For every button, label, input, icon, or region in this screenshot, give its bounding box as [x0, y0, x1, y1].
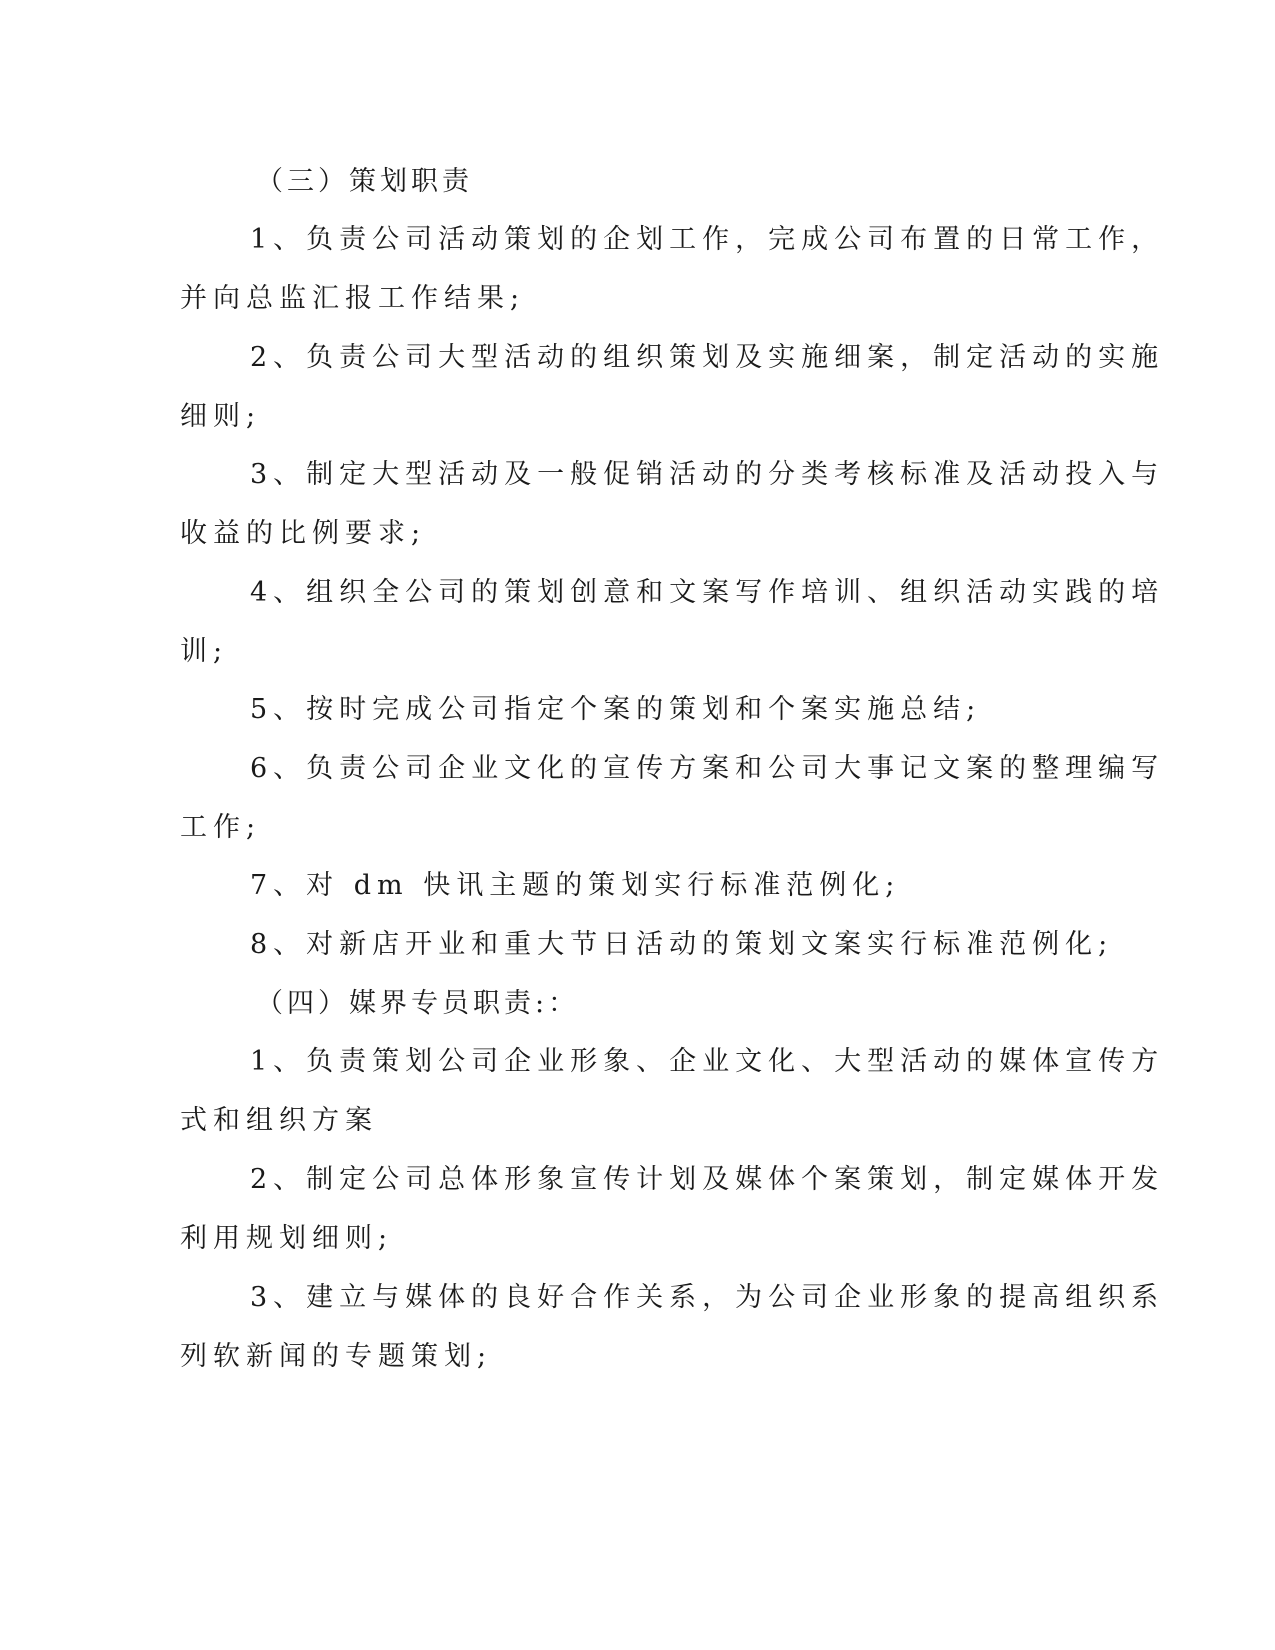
section-3-item-1-line-2: 并向总监汇报工作结果; — [180, 283, 526, 314]
section-3-item-6-line-1: 6、负责公司企业文化的宣传方案和公司大事记文案的整理编写 — [250, 753, 1165, 784]
section-3-item-1-line-1: 1、负责公司活动策划的企划工作，完成公司布置的日常工作， — [250, 224, 1165, 255]
section-3-item-8-line-1: 8、对新店开业和重大节日活动的策划文案实行标准范例化; — [250, 929, 1114, 960]
section-3-item-6-line-2: 工作; — [180, 812, 262, 843]
section-4-item-3-line-2: 列软新闻的专题策划; — [180, 1341, 493, 1372]
section-4-item-1-line-2: 式和组织方案 — [180, 1105, 378, 1136]
section-3-item-3-line-1: 3、制定大型活动及一般促销活动的分类考核标准及活动投入与 — [250, 459, 1165, 490]
section-4-heading: （四）媒界专员职责:： — [256, 988, 580, 1019]
section-3-item-2-line-1: 2、负责公司大型活动的组织策划及实施细案，制定活动的实施 — [250, 342, 1165, 373]
section-4-item-2-line-2: 利用规划细则; — [180, 1223, 394, 1254]
section-3-item-5-line-1: 5、按时完成公司指定个案的策划和个案实施总结; — [250, 694, 982, 725]
section-4-item-2-line-1: 2、制定公司总体形象宣传计划及媒体个案策划，制定媒体开发 — [250, 1164, 1165, 1195]
section-3-item-2-line-2: 细则; — [180, 401, 262, 432]
section-4-item-1-line-1: 1、负责策划公司企业形象、企业文化、大型活动的媒体宣传方 — [250, 1046, 1165, 1077]
section-4-item-3-line-1: 3、建立与媒体的良好合作关系，为公司企业形象的提高组织系 — [250, 1282, 1165, 1313]
section-3-item-4-line-1: 4、组织全公司的策划创意和文案写作培训、组织活动实践的培 — [250, 577, 1165, 608]
section-3-heading: （三）策划职责 — [256, 166, 473, 197]
section-3-item-3-line-2: 收益的比例要求; — [180, 518, 427, 549]
section-3-item-4-line-2: 训; — [180, 636, 229, 667]
section-3-item-7-line-1: 7、对 dm 快讯主题的策划实行标准范例化; — [250, 870, 901, 901]
